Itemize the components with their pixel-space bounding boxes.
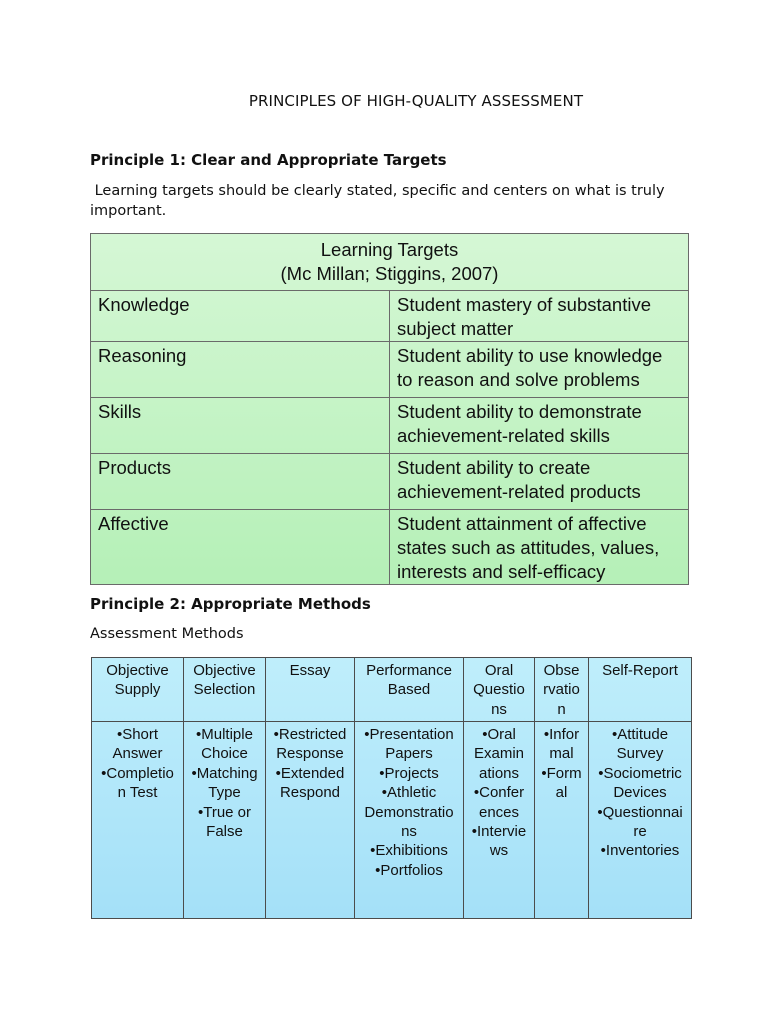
learning-targets-citation: (Mc Millan; Stiggins, 2007)	[280, 263, 499, 284]
assessment-methods-table	[91, 657, 692, 919]
principle-2-heading: Principle 2: Appropriate Methods	[90, 595, 371, 613]
target-description: Student ability to create achievement-related products	[390, 454, 689, 510]
methods-detail-row	[92, 722, 692, 919]
method-examples: •Short Answer •Completio n Test	[92, 722, 184, 919]
method-header: Obse rvatio n	[535, 658, 589, 722]
table-row	[91, 510, 689, 585]
target-description: Student attainment of affective states such as attitudes, values, interests and self-efficacy	[390, 510, 689, 585]
table-row	[91, 454, 689, 510]
learning-targets-title: Learning Targets	[320, 239, 459, 260]
methods-header-row	[92, 658, 692, 722]
method-examples: •Restricted Response •Extended Respond	[266, 722, 355, 919]
learning-targets-header	[91, 234, 689, 291]
target-category: Knowledge	[91, 291, 390, 342]
target-category: Skills	[91, 398, 390, 454]
target-category: Products	[91, 454, 390, 510]
target-description: Student mastery of substantive subject matter	[390, 291, 689, 342]
method-examples: •Oral Examin ations •Confer ences •Intervie ws	[464, 722, 535, 919]
method-examples: •Attitude Survey •Sociometric Devices •Questionnai re •Inventories	[589, 722, 692, 919]
assessment-methods-label: Assessment Methods	[90, 626, 244, 642]
method-examples: •Multiple Choice •Matching Type •True or False	[184, 722, 266, 919]
method-header: Objective Selection	[184, 658, 266, 722]
principle-1-heading: Principle 1: Clear and Appropriate Targets	[90, 151, 447, 169]
method-header: Essay	[266, 658, 355, 722]
learning-targets-header-row	[91, 234, 689, 291]
method-header: Self-Report	[589, 658, 692, 722]
method-header: Objective Supply	[92, 658, 184, 722]
target-category: Affective	[91, 510, 390, 585]
table-row	[91, 291, 689, 342]
method-header: Oral Questio ns	[464, 658, 535, 722]
target-category: Reasoning	[91, 342, 390, 398]
method-examples: •Presentation Papers •Projects •Athletic Demonstratio ns •Exhibitions •Portfolios	[355, 722, 464, 919]
method-examples: •Infor mal •Form al	[535, 722, 589, 919]
method-header: Performance Based	[355, 658, 464, 722]
principle-1-body: Learning targets should be clearly stated, specific and centers on what is truly important.	[90, 183, 670, 219]
target-description: Student ability to use knowledge to reason and solve problems	[390, 342, 689, 398]
document-title: PRINCIPLES OF HIGH-QUALITY ASSESSMENT	[248, 92, 584, 110]
learning-targets-table	[90, 233, 689, 585]
target-description: Student ability to demonstrate achievement-related skills	[390, 398, 689, 454]
table-row	[91, 342, 689, 398]
table-row	[91, 398, 689, 454]
